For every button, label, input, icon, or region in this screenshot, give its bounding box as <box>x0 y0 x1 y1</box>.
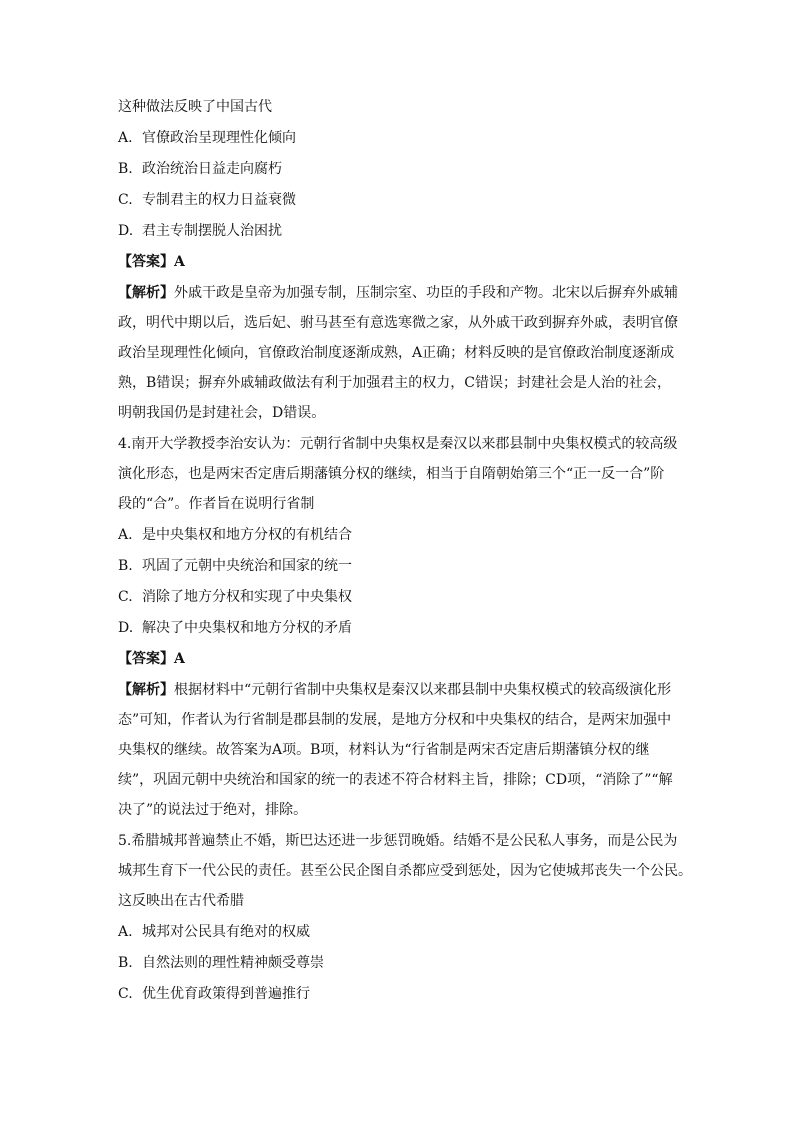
answer-label: 【答案】 <box>118 254 174 270</box>
q4-option-a <box>118 525 686 545</box>
answer-value: A <box>174 254 185 270</box>
q5-option-c <box>118 984 686 1004</box>
option-text: 专制君主的权力日益衰微 <box>142 192 296 208</box>
option-letter: A. <box>118 130 133 146</box>
analysis-label: 【解析】 <box>118 682 174 698</box>
q4-stem-line: 4.南开大学教授李治安认为：元朝行省制中央集权是秦汉以来郡县制中央集权模式的较高级 <box>118 436 678 452</box>
q4-answer <box>118 649 686 669</box>
option-letter: D. <box>118 620 134 636</box>
q3-option-d <box>118 221 686 241</box>
option-text: 政治统治日益走向腐朽 <box>142 161 282 177</box>
q3-analysis-line: 明朝我国仍是封建社会，D错误。 <box>118 405 326 421</box>
option-text: 城邦对公民具有绝对的权威 <box>142 924 310 940</box>
q3-option-c <box>118 190 686 210</box>
option-text: 优生优育政策得到普遍推行 <box>142 986 310 1002</box>
q3-analysis-line: 政，明代中期以后，选后妃、驸马甚至有意选寒微之家，从外戚干政到摒弃外戚，表明官僚 <box>118 315 678 331</box>
q3-stem-tail: 这种做法反映了中国古代 <box>118 99 272 115</box>
q4-stem-line: 演化形态，也是两宋否定唐后期藩镇分权的继续，相当于自隋朝始第三个“正一反一合”阶 <box>118 466 665 482</box>
q3-analysis-line <box>118 283 686 303</box>
option-letter: D. <box>118 223 134 239</box>
option-text: 君主专制摆脱人治困扰 <box>142 223 282 239</box>
q3-answer <box>118 252 686 272</box>
q5-option-b <box>118 953 686 973</box>
q4-analysis-line <box>118 680 686 700</box>
option-letter: C. <box>118 192 133 208</box>
option-text: 消除了地方分权和实现了中央集权 <box>142 589 352 605</box>
q4-analysis-line: 续”，巩固元朝中央统治和国家的统一的表述不符合材料主旨，排除；CD项，“消除了”“解 <box>118 772 673 788</box>
q5-stem-line: 5.希腊城邦普遍禁止不婚，斯巴达还进一步惩罚晚婚。结婚不是公民私人事务，而是公民为 <box>118 833 678 849</box>
document-page <box>118 97 692 1004</box>
q4-stem-line: 段的“合”。作者旨在说明行省制 <box>118 496 315 512</box>
option-letter: A. <box>118 527 133 543</box>
option-letter: A. <box>118 924 133 940</box>
analysis-text: 根据材料中“元朝行省制中央集权是秦汉以来郡县制中央集权模式的较高级演化形 <box>174 682 672 698</box>
q3-analysis-line: 熟，B错误；摒弃外戚辅政做法有利于加强君主的权力，C错误；封建社会是人治的社会， <box>118 375 671 391</box>
option-letter: C. <box>118 986 133 1002</box>
analysis-label: 【解析】 <box>118 285 174 301</box>
q5-stem-line: 这反映出在古代希腊 <box>118 893 244 909</box>
option-letter: B. <box>118 955 133 971</box>
option-letter: B. <box>118 161 133 177</box>
q4-option-c <box>118 587 686 607</box>
option-text: 官僚政治呈现理性化倾向 <box>142 130 296 146</box>
option-text: 是中央集权和地方分权的有机结合 <box>142 527 352 543</box>
analysis-text: 外戚干政是皇帝为加强专制，压制宗室、功臣的手段和产物。北宋以后摒弃外戚辅 <box>174 285 678 301</box>
q3-analysis-line: 政治呈现理性化倾向，官僚政治制度逐渐成熟，A正确；材料反映的是官僚政治制度逐渐成 <box>118 345 675 361</box>
q4-analysis-line: 决了”的说法过于绝对，排除。 <box>118 802 308 818</box>
answer-label: 【答案】 <box>118 651 174 667</box>
q5-stem-line: 城邦生育下一代公民的责任。甚至公民企图自杀都应受到惩处，因为它使城邦丧失一个公民。 <box>118 863 692 879</box>
option-text: 解决了中央集权和地方分权的矛盾 <box>142 620 352 636</box>
option-text: 自然法则的理性精神颇受尊崇 <box>142 955 324 971</box>
q4-analysis-line: 央集权的继续。故答案为A项。B项，材料认为“行省制是两宋否定唐后期藩镇分权的继 <box>118 742 650 758</box>
q4-option-b <box>118 556 686 576</box>
q4-option-d <box>118 618 686 638</box>
q3-option-b <box>118 159 686 179</box>
option-letter: B. <box>118 558 133 574</box>
option-letter: C. <box>118 589 133 605</box>
answer-value: A <box>174 651 185 667</box>
q4-analysis-line: 态”可知，作者认为行省制是郡县制的发展，是地方分权和中央集权的结合，是两宋加强中 <box>118 712 672 728</box>
q3-option-a <box>118 128 686 148</box>
q5-option-a <box>118 922 686 942</box>
option-text: 巩固了元朝中央统治和国家的统一 <box>142 558 352 574</box>
